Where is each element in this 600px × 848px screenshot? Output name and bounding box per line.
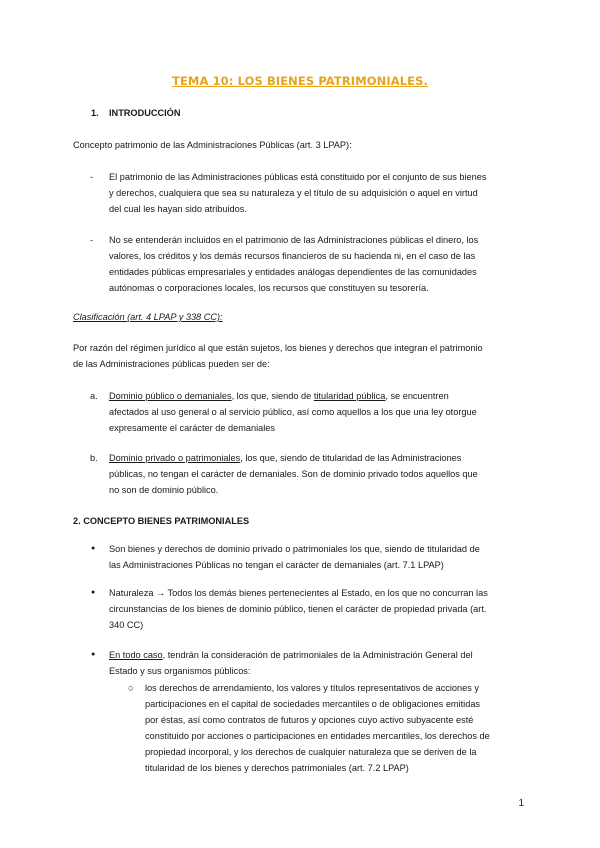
dash-item-2-line-4: autónomas o corporaciones locales, los recursos que constituyen su tesorería. — [109, 283, 429, 293]
section-1-heading: INTRODUCCIÓN — [109, 108, 181, 118]
bullet-3-term: En todo caso — [109, 650, 163, 660]
item-a-rest: , se encuentren — [385, 391, 449, 401]
dash-item-1-line-1: El patrimonio de las Administraciones públicas está constituido por el conjunto de sus bienes — [109, 172, 487, 182]
bullet-1-line-2: las Administraciones Públicas no tengan el carácter de demaniales (art. 7.1 LPAP) — [109, 560, 444, 570]
bullet-3-rest: , tendrán la consideración de patrimoniales de la Administración General del — [162, 650, 473, 660]
sub-bullet-line-3: por éstas, así como contratos de futuros y opciones cuyo activo subyacente esté — [145, 715, 474, 725]
item-b-rest: , los que, siendo de titularidad de las Administraciones — [240, 453, 462, 463]
razon-line-1: Por razón del régimen jurídico al que están sujetos, los bienes y derechos que integran el patrimonio — [73, 343, 483, 353]
bullet-3-line-1 — [109, 647, 473, 664]
item-a-term: Dominio público o demaniales — [109, 391, 232, 401]
bullet-2-line-3: 340 CC) — [109, 620, 144, 630]
sub-bullet-line-6: titularidad de los bienes y derechos patrimoniales (art. 7.2 LPAP) — [145, 763, 409, 773]
item-a-term2: titularidad pública — [313, 391, 386, 401]
dash-item-2-line-2: valores, los créditos y los demás recursos financieros de su hacienda ni, en el caso de las — [109, 251, 476, 261]
clasificacion-heading: Clasificación (art. 4 LPAP y 338 CC): — [73, 312, 223, 322]
sub-bullet-line-2: participaciones en el capital de sociedades mercantiles o de obligaciones emitidas — [145, 699, 481, 709]
item-a-line-1 — [109, 388, 449, 405]
bullet-marker: ● — [91, 589, 96, 596]
dash-item-1-line-3: del cual les hayan sido atribuidos. — [109, 204, 247, 214]
bullet-1-line-1: Son bienes y derechos de dominio privado o patrimoniales los que, siendo de titularidad de — [109, 544, 480, 554]
item-a-line-3: expresamente el carácter de demaniales — [109, 423, 275, 433]
sub-bullet-line-4: constituido por acciones o participaciones en entidades mercantiles, los derechos de — [145, 731, 490, 741]
dash-item-2-line-3: entidades públicas empresariales y entidades análogas dependientes de las comunidades — [109, 267, 477, 277]
item-a-mid: , los que, siendo de — [231, 391, 314, 401]
sub-bullet-line-5: propiedad incorporal, y los derechos de cualquier naturaleza que se deriven de la — [145, 747, 477, 757]
item-b-marker: b. — [90, 453, 98, 463]
section-2-heading: 2. CONCEPTO BIENES PATRIMONIALES — [73, 516, 250, 526]
bullet-2-line-2: circunstancias de los bienes de dominio público, tienen el carácter de propiedad privada (art. — [109, 604, 487, 614]
item-b-term: Dominio privado o patrimoniales — [109, 453, 241, 463]
razon-line-2: de las Administraciones públicas pueden ser de: — [73, 359, 270, 369]
dash-marker: - — [90, 172, 94, 182]
item-a-line-2: afectados al uso general o al servicio público, así como aquellos a los que una ley otorgue — [109, 407, 477, 417]
item-b-line-2: públicas, no tengan el carácter de demaniales. Son de dominio privado todos aquellos que — [109, 469, 478, 479]
bullet-marker: ● — [91, 545, 96, 552]
bullet-2-line-1: Naturaleza → Todos los demás bienes pertenecientes al Estado, en los que no concurran las — [109, 588, 488, 598]
item-a-marker: a. — [90, 391, 98, 401]
dash-item-1-line-2: y derechos, cualquiera que sea su naturaleza y el título de su adquisición o aquel en virtud — [109, 188, 478, 198]
sub-bullet-marker: ○ — [128, 683, 134, 693]
section-1-number: 1. — [91, 108, 99, 118]
item-b-line-1 — [109, 450, 461, 467]
dash-item-2-line-1: No se entenderán incluidos en el patrimonio de las Administraciones públicas el dinero, los — [109, 235, 479, 245]
dash-marker: - — [90, 235, 94, 245]
page-number: 1 — [518, 798, 524, 809]
item-b-line-3: no son de dominio público. — [109, 485, 219, 495]
concepto-paragraph: Concepto patrimonio de las Administraciones Públicas (art. 3 LPAP): — [73, 140, 352, 150]
bullet-marker: ● — [91, 651, 96, 658]
sub-bullet-line-1: los derechos de arrendamiento, los valores y títulos representativos de acciones y — [145, 683, 479, 693]
document-title: TEMA 10: LOS BIENES PATRIMONIALES. — [172, 74, 428, 88]
bullet-3-line-2: Estado y sus organismos públicos: — [109, 666, 251, 676]
